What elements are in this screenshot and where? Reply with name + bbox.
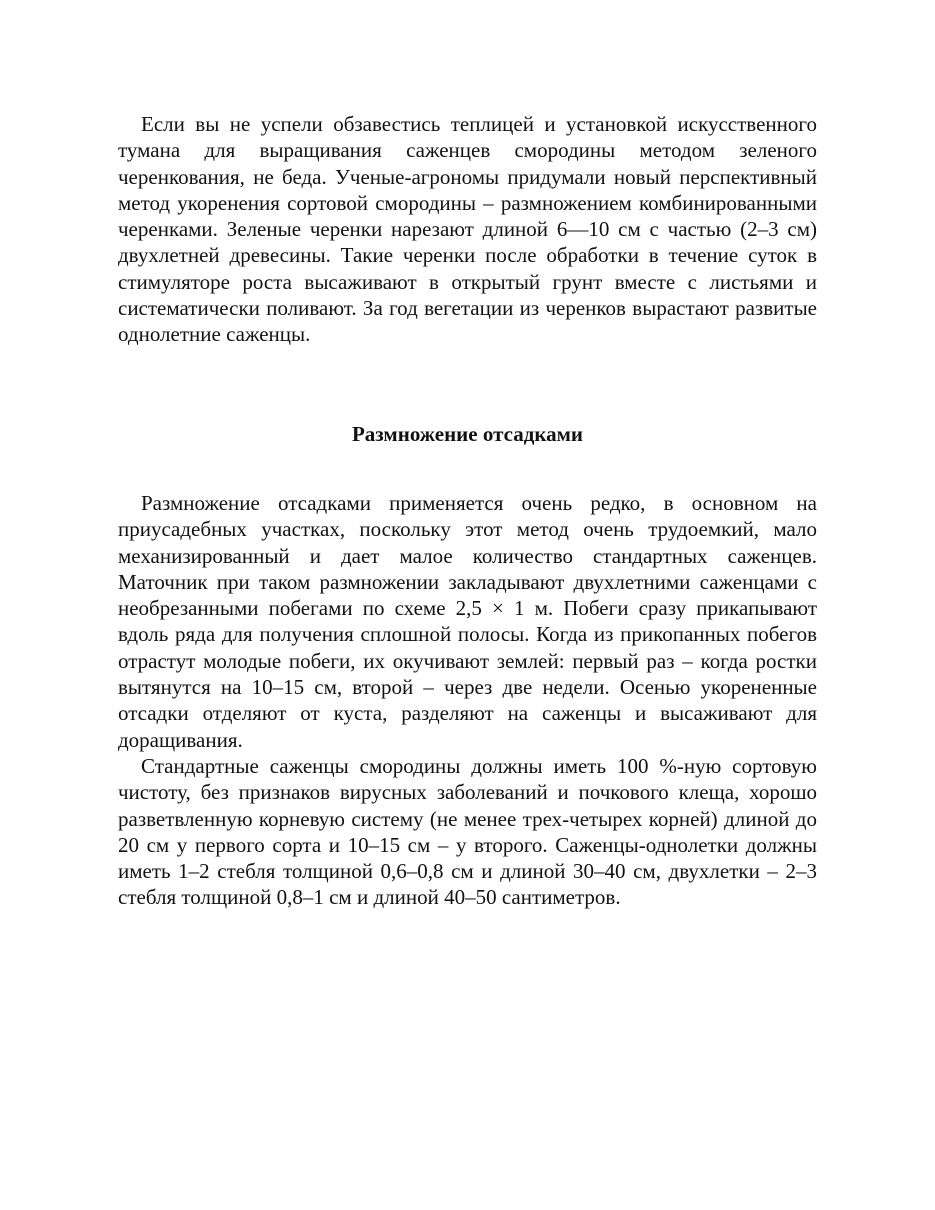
paragraph: Размножение отсадками применяется очень редко, в основном на приусадебных участках, поскольку этот метод очень трудоемкий, мало механизированный и дает малое количество стандартных саженцев. Маточник при таком размножении закладывают двухлетними саженцами с необрезанными побегами по схеме 2,5 × 1 м. Побеги сразу прикапывают вдоль ряда для получения сплошной полосы. Когда из прикопанных побегов отрастут молодые побеги, их окучивают землей: первый раз – когда ростки вытянутся на 10–15 см, второй – через две недели. Осенью укорененные отсадки отделяют от куста, разделяют на саженцы и высаживают для доращивания. — [118, 491, 817, 752]
paragraph: Стандартные саженцы смородины должны иметь 100 %-ную сортовую чистоту, без признаков вирусных заболеваний и почкового клеща, хорошо разветвленную корневую систему (не менее трех-четырех корней) длиной до 20 см у первого сорта и 10–15 см – у второго. Саженцы-однолетки должны иметь 1–2 стебля толщиной 0,6–0,8 см и длиной 30–40 см, двухлетки – 2–3 стебля толщиной 0,8–1 см и длиной 40–50 сантиметров. — [118, 753, 817, 910]
paragraph: Если вы не успели обзавестись теплицей и установкой искусственного тумана для выращивания саженцев смородины методом зеленого черенкования, не беда. Ученые-агрономы придумали новый перспективный метод укоренения сортовой смородины – размножением комбинированными черенками. Зеленые черенки нарезают длиной 6—10 см с частью (2–3 см) двухлетней древесины. Такие черенки после обработки в течение суток в стимуляторе роста высаживают в открытый грунт вместе с листьями и систематически поливают. За год вегетации из черенков вырастают развитые однолетние саженцы. — [118, 112, 817, 347]
intro-text-block — [118, 111, 817, 348]
section-heading: Размножение отсадками — [351, 422, 584, 446]
section-text-block — [118, 490, 817, 911]
